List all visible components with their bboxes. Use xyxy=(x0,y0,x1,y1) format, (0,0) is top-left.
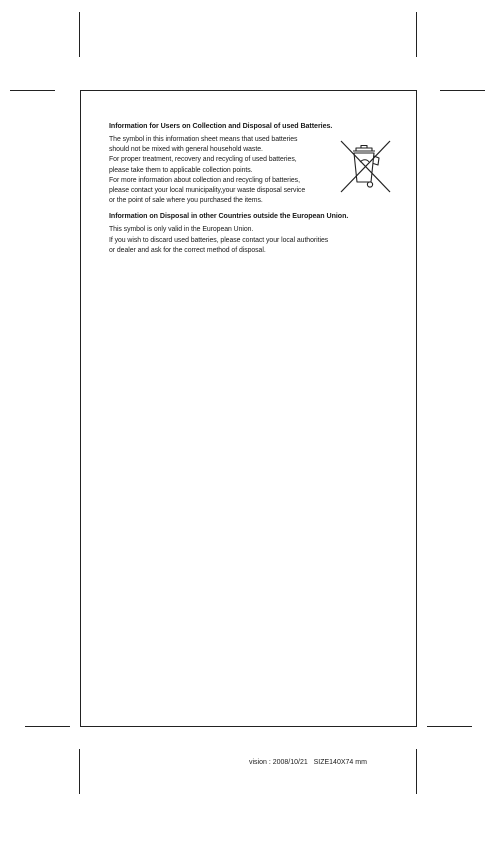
crop-mark-bottom-right xyxy=(416,749,417,794)
version-date: vision : 2008/10/21 xyxy=(249,759,308,766)
crop-mark-left-top xyxy=(10,90,55,91)
section1-line: For more information about collection and recycling of batteries, xyxy=(109,176,300,184)
crop-mark-right-bottom xyxy=(427,726,472,727)
section1-line: or the point of sale where you purchased the items. xyxy=(109,197,263,205)
section2-line: If you wish to discard used batteries, please contact your local authorities xyxy=(109,236,329,244)
section1-heading: Information for Users on Collection and Disposal of used Batteries. xyxy=(109,122,333,130)
crop-mark-top-left xyxy=(79,12,80,57)
sheet-size: SIZE140X74 mm xyxy=(313,759,367,766)
crop-mark-bottom-left xyxy=(79,749,80,794)
battery-disposal-sheet xyxy=(80,90,417,727)
section2-line: This symbol is only valid in the European Union. xyxy=(109,226,254,234)
crop-mark-top-right xyxy=(416,12,417,57)
section2-heading: Information on Disposal in other Countries outside the European Union. xyxy=(109,212,349,221)
section1-line: should not be mixed with general household waste. xyxy=(109,146,263,154)
section1-line: For proper treatment, recovery and recycling of used batteries, xyxy=(109,156,297,164)
section1-line: please take them to applicable collection points. xyxy=(109,166,253,174)
section1-line: The symbol in this information sheet means that used batteries xyxy=(109,136,298,143)
version-footer xyxy=(249,758,367,768)
section2-body xyxy=(109,225,409,256)
crossed-out-wheelie-bin-icon xyxy=(336,138,394,196)
section2-line: or dealer and ask for the correct method of disposal. xyxy=(109,246,266,254)
crop-mark-right-top xyxy=(440,90,485,91)
section1-line: please contact your local municipality,your waste disposal service xyxy=(109,187,306,195)
crop-mark-left-bottom xyxy=(25,726,70,727)
